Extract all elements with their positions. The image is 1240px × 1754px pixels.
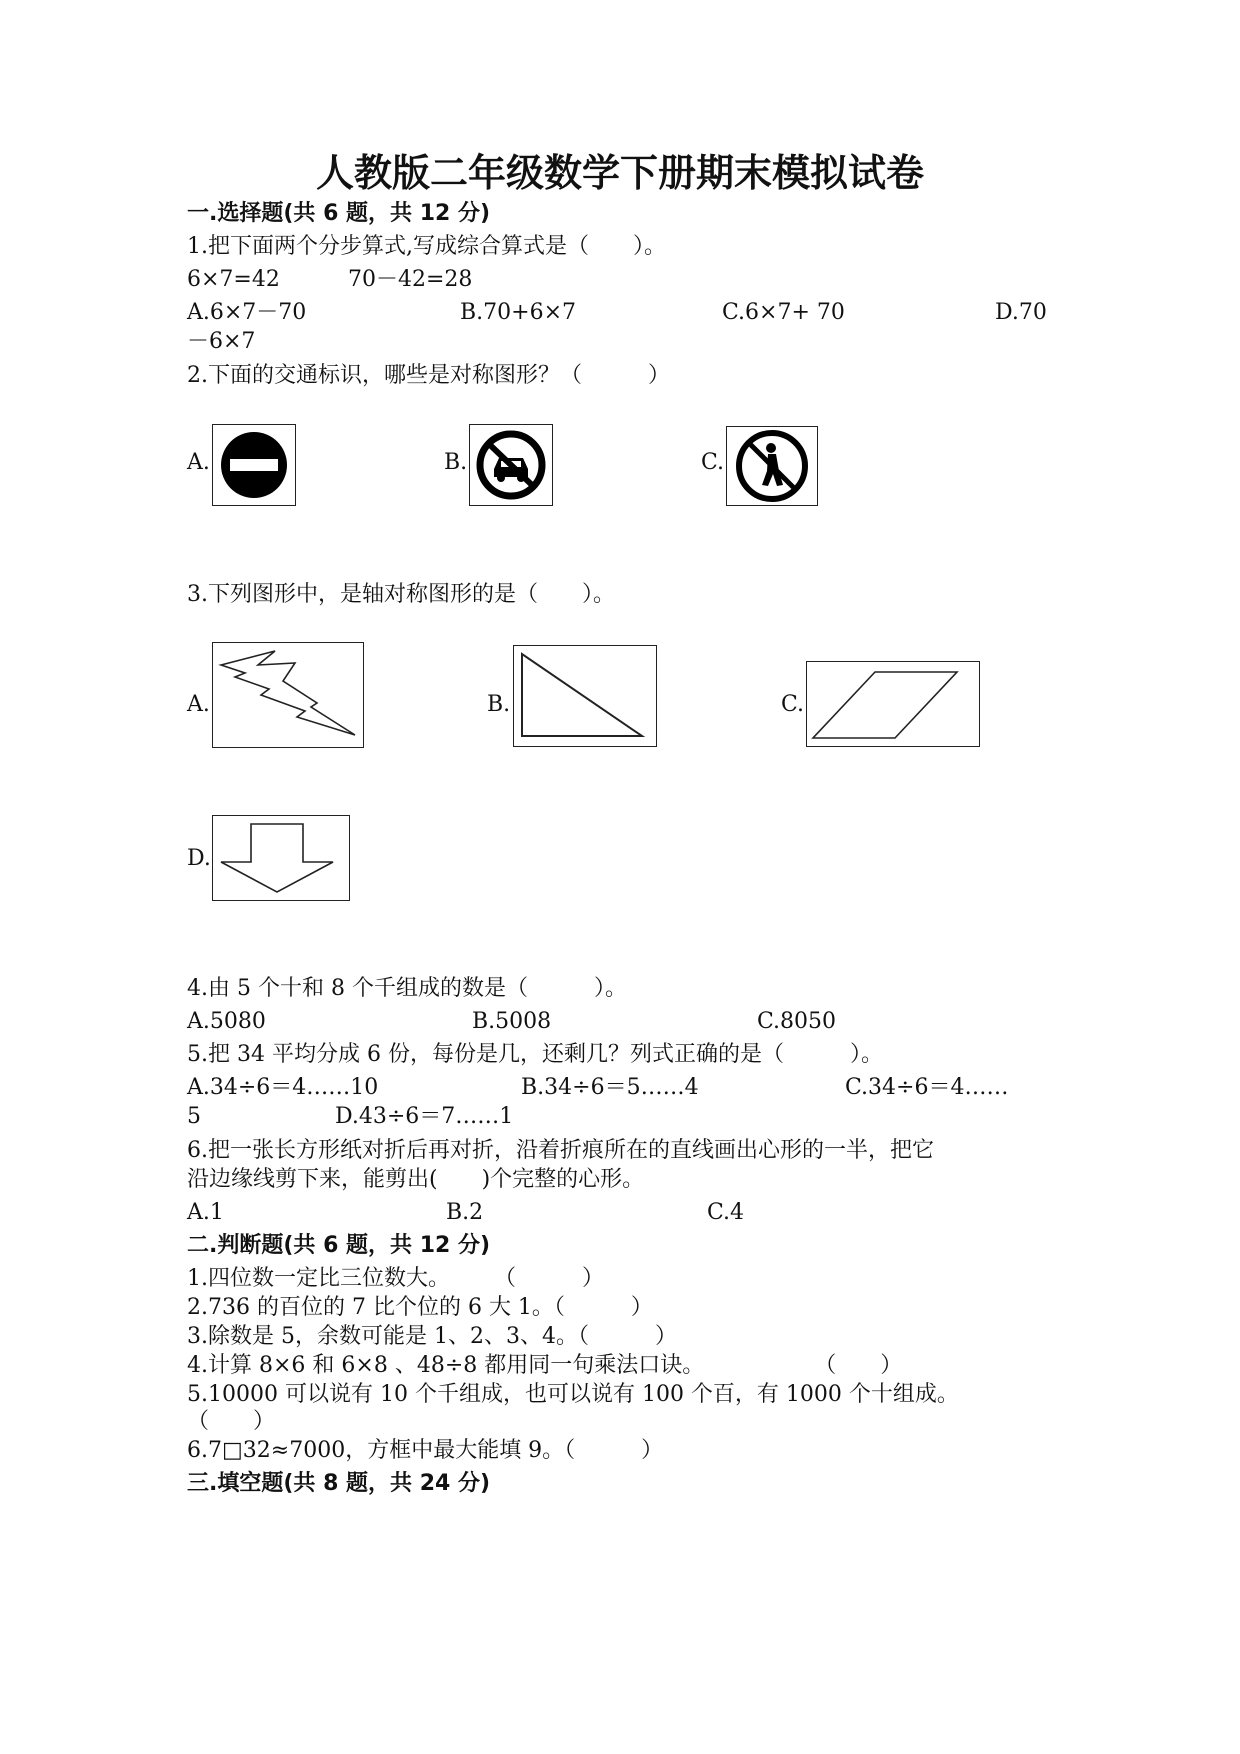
page-title: 人教版二年级数学下册期末模拟试卷 — [315, 150, 924, 195]
down-arrow-shape-icon — [212, 815, 350, 901]
q6-option-a[interactable]: A.1 — [187, 1200, 224, 1225]
q5-stem: 5.把 34 平均分成 6 份，每份是几，还剩几？列式正确的是（ ）。 — [187, 1042, 883, 1067]
q5-option-d[interactable]: D.43÷6＝7……1 — [335, 1104, 514, 1129]
q5-option-a[interactable]: A.34÷6＝4……10 — [187, 1075, 379, 1100]
q2-stem: 2.下面的交通标识，哪些是对称图形？（ ） — [187, 363, 670, 388]
q3-option-c-label[interactable]: C. — [781, 692, 805, 717]
judge-item-1: 1.四位数一定比三位数大。 （ ） — [187, 1266, 604, 1291]
q6-option-c[interactable]: C.4 — [707, 1200, 745, 1225]
judge-item-5-blank: （ ） — [187, 1409, 276, 1434]
q1-equation-2: 70－42=28 — [348, 267, 473, 292]
judge-item-3: 3.除数是 5，余数可能是 1、2、3、4。（ ） — [187, 1324, 677, 1349]
q5-option-c-cont: 5 — [187, 1104, 201, 1129]
q5-option-b[interactable]: B.34÷6＝5……4 — [521, 1075, 699, 1100]
right-triangle-shape-icon — [513, 645, 657, 747]
q3-stem: 3.下列图形中，是轴对称图形的是（ ）。 — [187, 582, 615, 607]
lightning-shape-icon — [212, 642, 364, 748]
no-pedestrians-sign-icon — [726, 426, 818, 506]
q3-option-d-label[interactable]: D. — [187, 846, 211, 871]
judge-item-4: 4.计算 8×6 和 6×8 、48÷8 都用同一句乘法口诀。 （ ） — [187, 1353, 903, 1378]
q5-option-c[interactable]: C.34÷6＝4…… — [845, 1075, 1009, 1100]
q6-stem-line1: 6.把一张长方形纸对折后再对折，沿着折痕所在的直线画出心形的一半，把它 — [187, 1138, 934, 1163]
no-entry-sign-icon — [212, 424, 296, 506]
judge-item-5: 5.10000 可以说有 10 个千组成，也可以说有 100 个百，有 1000 个十组成。 — [187, 1382, 959, 1407]
q6-option-b[interactable]: B.2 — [446, 1200, 484, 1225]
q1-stem: 1.把下面两个分步算式,写成综合算式是（ ）。 — [187, 234, 666, 259]
no-motor-vehicles-sign-icon — [469, 424, 553, 506]
parallelogram-shape-icon — [806, 661, 980, 747]
q1-option-b[interactable]: B.70+6×7 — [460, 300, 577, 325]
judge-item-2: 2.736 的百位的 7 比个位的 6 大 1。（ ） — [187, 1295, 653, 1320]
q3-option-b-label[interactable]: B. — [487, 692, 511, 717]
section1-heading: 一.选择题(共 6 题，共 12 分) — [187, 201, 491, 226]
q4-option-b[interactable]: B.5008 — [472, 1009, 552, 1034]
q3-option-a-label[interactable]: A. — [187, 692, 210, 717]
q2-option-b-label[interactable]: B. — [444, 450, 468, 475]
q1-option-a[interactable]: A.6×7－70 — [187, 300, 307, 325]
q1-option-c[interactable]: C.6×7+ 70 — [722, 300, 845, 325]
q4-stem: 4.由 5 个十和 8 个千组成的数是（ ）。 — [187, 976, 627, 1001]
q2-option-a-label[interactable]: A. — [187, 450, 210, 475]
q4-option-c[interactable]: C.8050 — [757, 1009, 837, 1034]
q4-option-a[interactable]: A.5080 — [187, 1009, 266, 1034]
section3-heading: 三.填空题(共 8 题，共 24 分) — [187, 1471, 491, 1496]
judge-item-6: 6.7□32≈7000，方框中最大能填 9。（ ） — [187, 1438, 664, 1463]
q1-equation-1: 6×7=42 — [187, 267, 280, 292]
q1-option-d[interactable]: D.70 — [995, 300, 1047, 325]
q2-option-c-label[interactable]: C. — [701, 450, 725, 475]
section2-heading: 二.判断题(共 6 题，共 12 分) — [187, 1233, 491, 1258]
q6-stem-line2: 沿边缘线剪下来，能剪出( )个完整的心形。 — [187, 1167, 645, 1192]
q1-option-d-cont: －6×7 — [187, 329, 256, 354]
